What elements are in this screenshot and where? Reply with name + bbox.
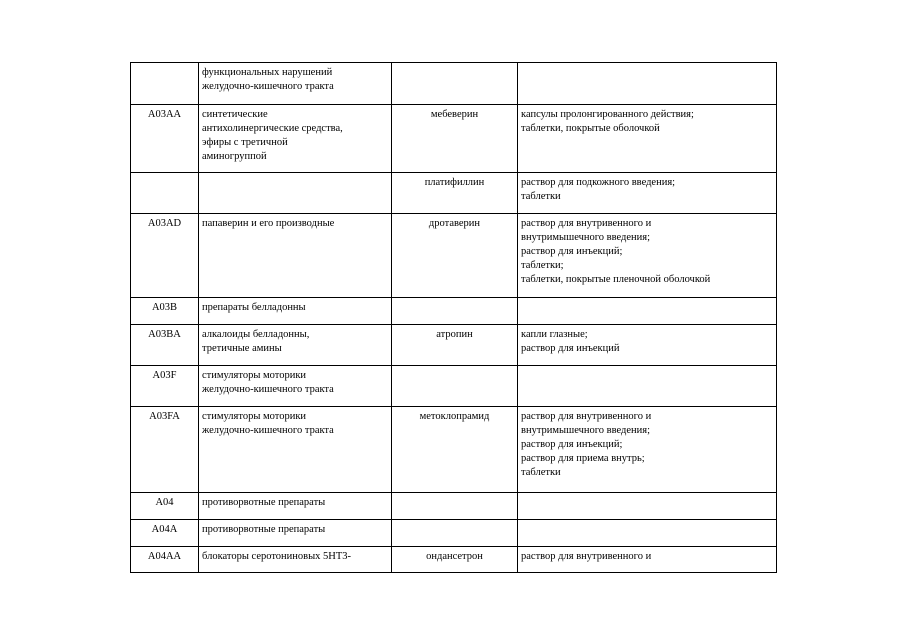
group-cell xyxy=(199,173,392,214)
table-row xyxy=(131,325,777,366)
group-cell: папаверин и его производные xyxy=(199,214,392,298)
table-row xyxy=(131,520,777,547)
table-row xyxy=(131,63,777,105)
atc-code-cell: A04A xyxy=(131,520,199,547)
atc-code-cell: A03AA xyxy=(131,105,199,173)
dosage-form-cell xyxy=(518,493,777,520)
dosage-form-cell: капсулы пролонгированного действия; таблетки, покрытые оболочкой xyxy=(518,105,777,173)
dosage-form-cell xyxy=(518,520,777,547)
table-row xyxy=(131,407,777,493)
atc-code-cell: A04AA xyxy=(131,547,199,573)
drug-name-cell: платифиллин xyxy=(392,173,518,214)
table-row xyxy=(131,298,777,325)
group-cell: противорвотные препараты xyxy=(199,493,392,520)
table-row xyxy=(131,173,777,214)
drug-name-cell xyxy=(392,63,518,105)
table-row xyxy=(131,547,777,573)
group-cell: стимуляторы моторики желудочно-кишечного тракта xyxy=(199,366,392,407)
atc-code-cell: A03AD xyxy=(131,214,199,298)
dosage-form-cell: раствор для подкожного введения; таблетки xyxy=(518,173,777,214)
atc-code-cell: A03F xyxy=(131,366,199,407)
drug-name-cell xyxy=(392,493,518,520)
drug-name-cell xyxy=(392,366,518,407)
group-cell: стимуляторы моторики желудочно-кишечного тракта xyxy=(199,407,392,493)
table-row xyxy=(131,214,777,298)
drug-name-cell: мебеверин xyxy=(392,105,518,173)
dosage-form-cell: капли глазные; раствор для инъекций xyxy=(518,325,777,366)
table-row xyxy=(131,366,777,407)
dosage-form-cell xyxy=(518,298,777,325)
group-cell: синтетические антихолинергические средства, эфиры с третичной аминогруппой xyxy=(199,105,392,173)
drug-table xyxy=(130,62,777,573)
group-cell: блокаторы серотониновых 5HT3- xyxy=(199,547,392,573)
drug-name-cell xyxy=(392,520,518,547)
table-row xyxy=(131,493,777,520)
dosage-form-cell xyxy=(518,63,777,105)
atc-code-cell: A03B xyxy=(131,298,199,325)
group-cell: алкалоиды белладонны, третичные амины xyxy=(199,325,392,366)
drug-name-cell xyxy=(392,298,518,325)
document-page xyxy=(130,62,777,573)
drug-name-cell: ондансетрон xyxy=(392,547,518,573)
atc-code-cell xyxy=(131,173,199,214)
drug-name-cell: метоклопрамид xyxy=(392,407,518,493)
dosage-form-cell: раствор для внутривенного и внутримышечного введения; раствор для инъекций; раствор для приема внутрь; таблетки xyxy=(518,407,777,493)
group-cell: противорвотные препараты xyxy=(199,520,392,547)
dosage-form-cell xyxy=(518,366,777,407)
table-row xyxy=(131,105,777,173)
atc-code-cell: A04 xyxy=(131,493,199,520)
atc-code-cell xyxy=(131,63,199,105)
atc-code-cell: A03FA xyxy=(131,407,199,493)
drug-table-body xyxy=(131,63,777,573)
drug-name-cell: дротаверин xyxy=(392,214,518,298)
dosage-form-cell: раствор для внутривенного и xyxy=(518,547,777,573)
dosage-form-cell: раствор для внутривенного и внутримышечного введения; раствор для инъекций; таблетки; таблетки, покрытые пленочной оболочкой xyxy=(518,214,777,298)
group-cell: функциональных нарушений желудочно-кишечного тракта xyxy=(199,63,392,105)
drug-name-cell: атропин xyxy=(392,325,518,366)
atc-code-cell: A03BA xyxy=(131,325,199,366)
group-cell: препараты белладонны xyxy=(199,298,392,325)
